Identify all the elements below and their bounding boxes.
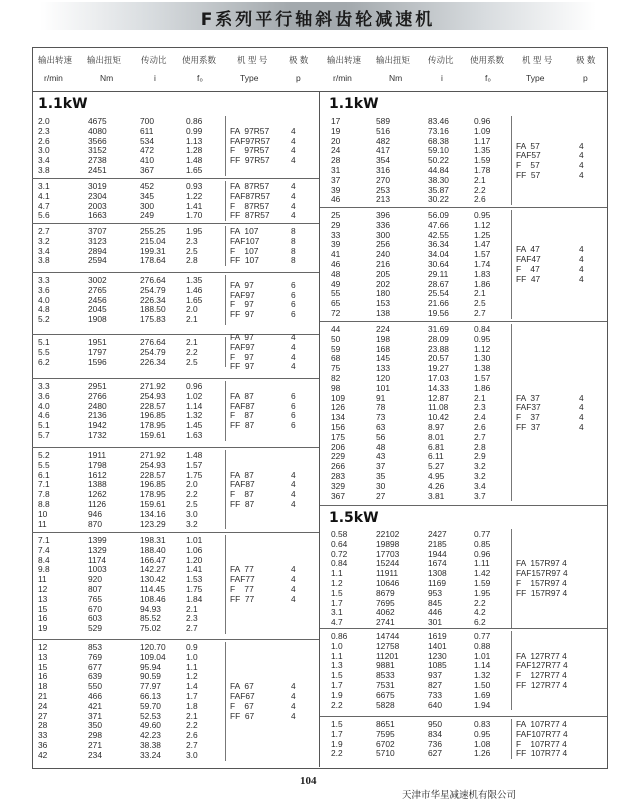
- left-block-type-column: FA 77 FAF77 F 77 FF 77: [230, 564, 255, 604]
- right-block-type-column: FA 47 FAF47 F 47 FF 47: [516, 244, 541, 284]
- power-label-right: 1.1kW: [329, 96, 379, 112]
- left-block-separator: [32, 272, 319, 273]
- right-block-speed-column: 17 19 20 24 28 31 37 39 46: [331, 116, 341, 205]
- left-block-type-column: FA 67 FAF67 F 67 FF 67: [230, 681, 255, 721]
- page-number: 104: [300, 775, 317, 787]
- hdr-poles-r: 极 数: [576, 55, 596, 65]
- page-banner: [40, 2, 596, 30]
- right-block-torque-column: 589 516 482 417 354 316 270 253 213: [376, 116, 390, 205]
- left-block-torque-column: 3002 2765 2456 2045 1908: [88, 275, 107, 325]
- left-block-speed-column: 2.7 3.2 3.4 3.8: [38, 226, 50, 266]
- left-block-speed-column: 5.1 5.5 6.2: [38, 337, 50, 367]
- right-block-vline: [511, 631, 512, 710]
- left-block-ratio-column: 120.70 109.04 95.94 90.59 77.97 66.13 59.70 52.53 49.60 42.23 38.38 33.24: [140, 642, 166, 760]
- left-block-type-column: FA 97R57 FAF97R57 F 97R57 FF 97R57: [230, 125, 271, 166]
- left-block-ratio-column: 276.64 254.79 226.34 188.50 175.83: [140, 275, 166, 325]
- right-block-vline: [511, 324, 512, 501]
- hdr-ratio-unit: i: [154, 73, 156, 83]
- right-block-vline: [511, 719, 512, 759]
- hdr-ratio: 传动比: [141, 55, 167, 65]
- right-block-type-column: FA 57 FAF57 F 57 FF 57: [516, 140, 541, 180]
- right-block-factor-column: 0.95 1.12 1.25 1.47 1.57 1.74 1.83 1.86 2.1 2.5 2.7: [474, 210, 491, 318]
- left-block-vline: [225, 226, 226, 266]
- right-block-ratio-column: 950 834 736 627: [428, 719, 442, 759]
- hdr-speed: 输出转速: [38, 55, 73, 65]
- right-block-separator: [320, 321, 607, 322]
- hdr-speed-unit: r/min: [44, 73, 63, 83]
- hdr-poles-unit-r: p: [583, 73, 588, 83]
- left-block-poles-column: 4 4 4 4: [291, 681, 296, 721]
- left-block-type-column: FA 87 FAF87 F 87 FF 87: [230, 390, 255, 431]
- left-block-torque-column: 4675 4080 3566 3152 2738 2451: [88, 116, 107, 175]
- left-block-type-column: FA 87R57 FAF87R57 F 87R57 FF 87R57: [230, 181, 271, 221]
- hdr-ratio-r: 传动比: [428, 55, 454, 65]
- right-block-speed-column: 1.5 1.7 1.9 2.2: [331, 719, 343, 759]
- left-block-vline: [225, 381, 226, 441]
- left-block-factor-column: 0.96 1.02 1.14 1.32 1.45 1.63: [186, 381, 203, 440]
- right-block-ratio-column: 2427 2185 1944 1674 1308 1169 953 845 446 301: [428, 529, 447, 628]
- left-block-vline: [225, 116, 226, 176]
- left-block-poles-column: 4 4 4 4: [291, 564, 296, 604]
- left-block-speed-column: 3.3 3.6 4.0 4.8 5.2: [38, 275, 50, 325]
- right-block-poles-column: 4 4 4 4: [579, 140, 584, 180]
- left-block-vline: [225, 450, 226, 529]
- power-label-right-2: 1.5kW: [329, 510, 379, 526]
- left-block-speed-column: 3.3 3.6 4.0 4.6 5.1 5.7: [38, 381, 50, 440]
- left-block-type-column: FA 97 FAF97 F 97 FF 97: [230, 332, 255, 372]
- right-block-type-column: FA 107R77 4 FAF107R77 4 F 107R77 4 FF 107R77 4: [516, 719, 568, 759]
- right-block-type-column: FA 157R97 4 FAF157R97 4 F 157R97 4 FF 157R97 4: [516, 558, 568, 598]
- left-block-type-column: FA 97 FAF97 F 97 FF 97: [230, 279, 255, 320]
- company-name: 天津市华星减速机有限公司: [402, 790, 517, 801]
- left-block-factor-column: 1.35 1.46 1.65 2.0 2.1: [186, 275, 203, 325]
- left-block-ratio-column: 271.92 254.93 228.57 196.85 178.95 159.61: [140, 381, 166, 440]
- left-block-factor-column: 1.01 1.06 1.20 1.41 1.53 1.75 1.84 2.1 2.3 2.7: [186, 535, 203, 634]
- left-block-factor-column: 0.86 0.99 1.13 1.28 1.48 1.65: [186, 116, 203, 175]
- left-block-torque-column: 1911 1798 1612 1388 1262 1126 946 870: [88, 450, 107, 529]
- hdr-type-unit-r: Type: [526, 73, 545, 83]
- left-block-poles-column: 4 4 4 4: [291, 181, 296, 221]
- hdr-poles-unit: p: [296, 73, 301, 83]
- left-block-separator: [32, 178, 319, 179]
- left-block-ratio-column: 198.31 188.40 166.47 142.27 130.42 114.45 108.46 94.93 85.52 75.02: [140, 535, 166, 634]
- left-block-poles-column: 4 4 4 4: [291, 125, 296, 166]
- left-block-vline: [225, 535, 226, 634]
- left-block-separator: [32, 639, 319, 640]
- right-block-torque-column: 8651 7595 6702 5710: [376, 719, 395, 759]
- left-block-factor-column: 0.93 1.22 1.41 1.70: [186, 181, 203, 221]
- hdr-type: 机 型 号: [237, 55, 268, 65]
- left-block-factor-column: 1.48 1.57 1.75 2.0 2.2 2.5 3.0 3.2: [186, 450, 203, 529]
- hdr-speed-unit-r: r/min: [333, 73, 352, 83]
- left-block-speed-column: 5.2 5.5 6.1 7.1 7.8 8.8 10 11: [38, 450, 50, 529]
- right-block-speed-column: 25 29 33 39 41 46 48 49 55 65 72: [331, 210, 341, 318]
- left-block-vline: [225, 337, 226, 367]
- left-block-vline: [225, 275, 226, 325]
- center-divider: [319, 91, 320, 767]
- left-block-vline: [225, 181, 226, 221]
- left-block-torque-column: 1399 1329 1174 1003 920 807 765 670 603 529: [88, 535, 107, 634]
- left-block-poles-column: 6 6 6 6: [291, 390, 296, 431]
- right-block-factor-column: 0.77 0.85 0.96 1.11 1.42 1.59 1.95 2.2 4.2 6.2: [474, 529, 491, 628]
- right-block-ratio-column: 56.09 47.66 42.55 36.34 34.04 30.64 29.11 28.67 25.54 21.66 19.56: [428, 210, 449, 318]
- right-block-vline: [511, 210, 512, 319]
- left-block-ratio-column: 452 345 300 249: [140, 181, 154, 221]
- left-block-separator: [32, 223, 319, 224]
- left-block-ratio-column: 271.92 254.93 228.57 196.85 178.95 159.61 134.16 123.29: [140, 450, 166, 529]
- left-block-poles-column: 4 4 4 4: [291, 332, 296, 372]
- left-block-poles-column: 4 4 4 4: [291, 469, 296, 509]
- left-block-torque-column: 3019 2304 2003 1663: [88, 181, 107, 221]
- left-block-torque-column: 3707 3123 2894 2594: [88, 226, 107, 266]
- left-block-separator: [32, 378, 319, 379]
- right-block-ratio-column: 31.69 28.09 23.88 20.57 19.27 17.03 14.33 12.87 11.08 10.42 8.97 8.01 6.81 6.11 5.27 4.95 4.26 3.81: [428, 324, 449, 501]
- left-block-separator: [32, 532, 319, 533]
- right-block-vline: [511, 529, 512, 628]
- left-block-ratio-column: 255.25 215.04 199.31 178.64: [140, 226, 166, 266]
- power-label-left: 1.1kW: [38, 96, 88, 112]
- left-block-separator: [32, 334, 319, 335]
- hdr-factor-unit: f₀: [197, 73, 203, 83]
- right-block-factor-column: 0.77 0.88 1.01 1.14 1.32 1.50 1.69 1.94: [474, 631, 491, 710]
- left-block-speed-column: 12 13 15 16 18 21 24 27 28 33 36 42: [38, 642, 48, 760]
- left-block-ratio-column: 700 611 534 472 410 367: [140, 116, 154, 175]
- left-block-speed-column: 2.0 2.3 2.6 3.0 3.4 3.8: [38, 116, 50, 175]
- right-block-torque-column: 396 336 300 256 240 216 205 202 180 153 138: [376, 210, 390, 318]
- hdr-factor-r: 使用系数: [470, 55, 505, 65]
- left-block-torque-column: 1951 1797 1596: [88, 337, 107, 367]
- left-block-poles-column: 8 8 8 8: [291, 226, 296, 266]
- left-block-vline: [225, 642, 226, 761]
- hdr-poles: 极 数: [289, 55, 309, 65]
- left-block-separator: [32, 447, 319, 448]
- left-block-torque-column: 2951 2766 2480 2136 1942 1732: [88, 381, 107, 440]
- right-block-type-column: FA 37 FAF37 F 37 FF 37: [516, 392, 541, 432]
- right-block-factor-column: 0.96 1.09 1.17 1.35 1.59 1.78 2.1 2.2 2.6: [474, 116, 491, 205]
- right-block-type-column: FA 127R77 4 FAF127R77 4 F 127R77 4 FF 127R77 4: [516, 650, 568, 690]
- left-block-factor-column: 2.1 2.2 2.5: [186, 337, 198, 367]
- right-block-speed-column: 44 50 59 68 75 82 98 109 126 134 156 175 206 229 266 283 329 367: [331, 324, 345, 501]
- left-block-speed-column: 7.1 7.4 8.4 9.8 11 12 13 15 16 19: [38, 535, 50, 634]
- hdr-torque: 输出扭矩: [87, 55, 122, 65]
- left-block-torque-column: 853 769 677 639 550 466 421 371 350 298 271 234: [88, 642, 102, 760]
- hdr-factor-unit-r: f₀: [485, 73, 491, 83]
- right-block-separator: [320, 628, 607, 629]
- right-block-factor-column: 0.83 0.95 1.08 1.26: [474, 719, 491, 759]
- left-block-factor-column: 1.95 2.3 2.5 2.8: [186, 226, 203, 266]
- left-block-factor-column: 0.9 1.0 1.1 1.2 1.4 1.7 1.8 2.1 2.2 2.6 2.7 3.0: [186, 642, 198, 760]
- right-block-ratio-column: 83.46 73.16 68.38 59.10 50.22 44.84 38.30 35.87 30.22: [428, 116, 449, 205]
- left-block-type-column: FA 107 FAF107 F 107 FF 107: [230, 226, 260, 266]
- left-block-ratio-column: 276.64 254.79 226.34: [140, 337, 166, 367]
- hdr-speed-r: 输出转速: [327, 55, 362, 65]
- hdr-ratio-unit-r: i: [441, 73, 443, 83]
- right-block-vline: [511, 116, 512, 205]
- right-power-separator: [320, 505, 607, 506]
- left-block-speed-column: 3.1 4.1 4.7 5.6: [38, 181, 50, 221]
- page-title: F系列平行轴斜齿轮减速机: [200, 10, 436, 30]
- right-block-separator: [320, 207, 607, 208]
- right-block-factor-column: 0.84 0.95 1.12 1.30 1.38 1.57 1.86 2.1 2.3 2.4 2.6 2.7 2.8 2.9 3.2 3.2 3.4 3.7: [474, 324, 491, 501]
- left-block-poles-column: 6 6 6 6: [291, 279, 296, 320]
- hdr-torque-unit: Nm: [100, 73, 114, 83]
- right-block-speed-column: 0.58 0.64 0.72 0.84 1.1 1.2 1.5 1.7 3.1 4.7: [331, 529, 348, 628]
- hdr-type-unit: Type: [240, 73, 259, 83]
- right-block-torque-column: 224 198 168 145 133 120 101 91 78 73 63 56 48 43 37 35 30 27: [376, 324, 390, 501]
- hdr-type-r: 机 型 号: [522, 55, 553, 65]
- right-block-poles-column: 4 4 4 4: [579, 244, 584, 284]
- hdr-factor: 使用系数: [182, 55, 217, 65]
- right-block-torque-column: 14744 12758 11201 9881 8533 7531 6675 5828: [376, 631, 400, 710]
- hdr-torque-r: 输出扭矩: [376, 55, 411, 65]
- left-block-type-column: FA 87 FAF87 F 87 FF 87: [230, 469, 255, 509]
- hdr-torque-unit-r: Nm: [389, 73, 403, 83]
- right-block-speed-column: 0.86 1.0 1.1 1.3 1.5 1.7 1.9 2.2: [331, 631, 348, 710]
- right-block-poles-column: 4 4 4 4: [579, 392, 584, 432]
- right-block-separator: [320, 716, 607, 717]
- right-block-torque-column: 22102 19898 17703 15244 11911 10646 8679 7695 4062 2741: [376, 529, 400, 628]
- right-block-ratio-column: 1619 1401 1230 1085 937 827 733 640: [428, 631, 447, 710]
